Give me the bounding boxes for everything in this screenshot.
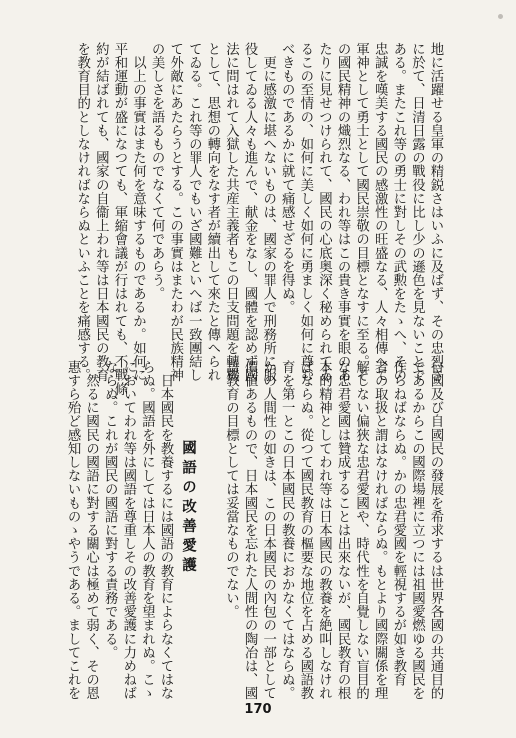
lower-text-block (221, 360, 444, 700)
text-column: 然るに國民の國語に對する關心は極めて弱く、その恩 (83, 360, 99, 700)
text-column: たりに見せつけられて、國民の心底奥深く秘められてゐ (316, 42, 332, 382)
section-text-block (62, 360, 174, 700)
text-column: 約が結ばれても、國家の自衞上われ等は日本國民の教育 (93, 42, 109, 382)
text-column: 價値あるもので、日本國民を忘れた人間性の陶冶は、國 (242, 360, 258, 700)
text-column: な忠君愛國は贊成することは出來ないが、國民教育の根 (335, 360, 351, 700)
text-column: らぬ。國語を外にしては日本人の教育を望まれぬ。こゝ (139, 360, 155, 700)
text-column: に於て、日清日露の戰役に比し少の遜色を見ないことで (409, 42, 425, 382)
text-column: 語教育の目標としては妥當なものでない。 (223, 360, 239, 619)
text-column: ならぬ。これが國民の國語に對する責務である。 (102, 360, 118, 660)
text-column: 忠誠を嘆美する國民の感激性の旺盛なる、人々相傳へて (372, 42, 388, 382)
text-column: 本的精神としてわれ等は日本國民の教養を絶叫しなけれ (316, 360, 332, 700)
text-column: 日本國民を教養するには國語の教育によらなくてはな (158, 360, 173, 700)
text-column: るこの至情の、如何に美しく如何に勇ましく如何に尊む (297, 42, 313, 382)
text-column: の美しさを語るものでなくて何であらう。 (149, 42, 165, 301)
section-heading: 國語の改善愛護 (180, 440, 196, 577)
text-column: 育を第一とこの日本國民の教養におかなくてはならぬ。 (279, 360, 295, 700)
text-column: 自國及び自國民の發展を希求するは世界各國の共通目的 (428, 360, 443, 700)
text-column: 解しない偏狹な忠君愛國や、時代性を自覺しない盲目的 (353, 360, 369, 700)
text-column: て外敵にあたらうとする。この事實はまたわが民族精神 (167, 42, 183, 382)
text-column: 平和運動が盛になつても、軍縮會議が行はれても、不戰條 (111, 42, 127, 396)
text-column: ある。またこれ等の勇士に對しその武勲をたゝへ、その (390, 42, 406, 382)
text-column: 者の取扱と謂はなければならぬ。もとより國際關係を理 (372, 360, 388, 700)
ink-smudge (498, 14, 503, 19)
text-column: てゐる。これ等の罪人でもいざ國難といへば一致團結し (186, 42, 202, 382)
text-column: 軍神として勇士として國民崇敬の目標となすに至る。そ (353, 42, 369, 382)
page-number: 170 (244, 702, 272, 717)
text-column: として、思想の轉向をなす者が續出して來たと傳へられ (204, 42, 220, 382)
upper-text-block (72, 42, 444, 396)
text-column: 役してゐる人々も進んで、献金をなし、國體を認めず國 (242, 42, 258, 382)
text-column: であるからこの國際場裡に立つには祖國愛燃ゆる國民を (409, 360, 425, 700)
text-column: べきものであるかに就て痛感せざるを得ぬ。 (279, 42, 295, 314)
text-column: 法に問はれて入獄した共産主義者もこの日支問題を轉機 (223, 42, 239, 382)
text-column: 更に感激に堪へないものは、國家の罪人で刑務所に服 (260, 42, 276, 382)
text-column: においてわれ等は國語を尊重しその改善愛護に力めねば (120, 360, 136, 700)
text-column: 惠すら殆ど感知しないものゝやうである。ましてこれを (65, 360, 81, 700)
text-column: かの人間性の如きは、この日本國民の內包の一部として (260, 360, 276, 700)
text-column: 地に活躍せる皇軍の精鋭さはいふに及ばず、その忠烈さ (428, 42, 443, 382)
text-column: 以上の事實はまた何を意味するものであるか。如何に (130, 42, 146, 382)
text-column: を教育目的としなければならぬといふことを痛感する。 (74, 42, 90, 382)
text-column: 作らねばならぬ。かの忠君愛國を輕視するが如き教育 (390, 360, 406, 687)
text-column: ばならぬ。從つて國民教育の樞要な地位を占める國語教 (297, 360, 313, 700)
text-column: の國民精神の熾烈なる、われ等はこの貴き事實を眼のあ (335, 42, 351, 382)
